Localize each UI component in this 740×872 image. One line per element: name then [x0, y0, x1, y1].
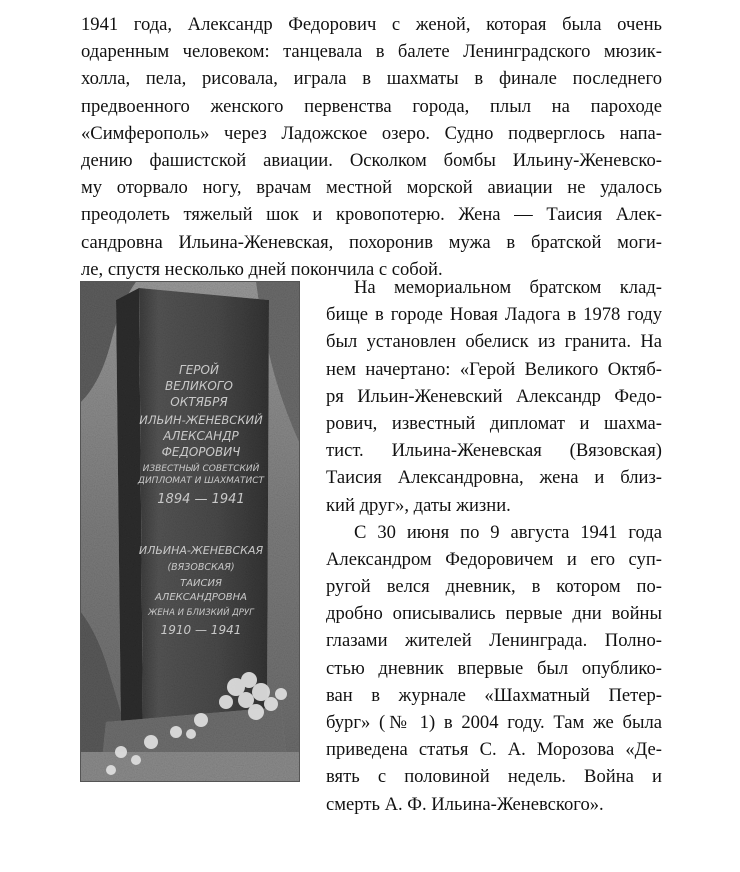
text-line: вять с половиной недель. Война и — [326, 766, 662, 788]
text-line: Александром Федоровичем и его суп- — [326, 548, 662, 570]
text-line: одаренным человеком: танцевала в балете Ленинградского мюзик- — [81, 41, 662, 63]
inscription-line: ВЕЛИКОГО — [165, 379, 233, 393]
text-line: стью дневник впервые был опублико- — [326, 657, 662, 679]
text-line: бище в городе Новая Ладога в 1978 году — [326, 304, 662, 326]
text-line: дробно описывались первые дни войны — [326, 603, 662, 625]
inscription-line: (ВЯЗОВСКАЯ) — [167, 562, 235, 573]
inscription-line: АЛЕКСАНДРОВНА — [154, 592, 248, 603]
text-line: рович, известный дипломат и шахма- — [326, 412, 662, 434]
text-line: сандровна Ильина-Женевская, похоронив мужа в братской моги- — [81, 231, 662, 253]
inscription-line: ЖЕНА И БЛИЗКИЙ ДРУГ — [148, 608, 254, 618]
text-line: ругой велся дневник, в котором по- — [326, 576, 662, 598]
text-line: ле, спустя несколько дней покончила с собой. — [81, 258, 443, 280]
inscription-line: 1894 — 1941 — [157, 492, 245, 507]
text-line: тист. Ильина-Женевская (Вязовская) — [326, 440, 662, 462]
inscription-line: АЛЕКСАНДР — [163, 429, 239, 443]
right-column — [326, 274, 662, 818]
inscription-line: ИЛЬИНА-ЖЕНЕВСКАЯ — [138, 544, 264, 557]
inscription-line: 1910 — 1941 — [160, 623, 242, 637]
inscription-line: ИЛЬИН-ЖЕНЕВСКИЙ — [139, 413, 263, 427]
text-line: глазами жителей Ленинграда. Полно- — [326, 630, 662, 652]
text-line: 1941 года, Александр Федорович с женой, которая была очень — [81, 14, 662, 35]
obelisk-photo-image — [81, 282, 299, 781]
inscription-line: ОКТЯБРЯ — [170, 395, 228, 409]
top-paragraph — [81, 11, 662, 283]
text-line: му оторвало ногу, врачам местной морской авиации не удалось — [81, 177, 662, 199]
text-line: холла, пела, рисовала, играла в шахматы в финале последнего — [81, 68, 662, 90]
text-line: смерть А. Ф. Ильина-Женевского». — [326, 793, 604, 815]
text-line: С 30 июня по 9 августа 1941 года — [354, 521, 662, 543]
text-line: ря Ильин-Женевский Александр Федо- — [326, 385, 662, 407]
text-line: преодолеть тяжелый шок и кровопотерю. Жена — Таисия Алек- — [81, 204, 662, 226]
text-line: был установлен обелиск из гранита. На — [326, 331, 662, 353]
inscription-line: ГЕРОЙ — [179, 363, 219, 377]
text-line: кий друг», даты жизни. — [326, 494, 511, 516]
obelisk-photo — [80, 281, 300, 782]
text-line: приведена статья С. А. Морозова «Де- — [326, 739, 662, 761]
inscription-line: ТАИСИЯ — [180, 578, 222, 589]
text-line: ван в журнале «Шахматный Петер- — [326, 684, 662, 706]
text-line: дению фашистской авиации. Осколком бомбы Ильину-Женевско- — [81, 149, 662, 171]
inscription-line: ДИПЛОМАТ И ШАХМАТИСТ — [137, 476, 265, 486]
text-line: Таисия Александровна, жена и близ- — [326, 467, 662, 489]
text-line: предвоенного женского первенства города, плыл на пароходе — [81, 95, 662, 117]
text-line: бург» (№ 1) в 2004 году. Там же была — [326, 712, 662, 733]
text-line: «Симферополь» через Ладожское озеро. Судно подверглось напа- — [81, 122, 662, 144]
inscription-line: ФЕДОРОВИЧ — [161, 445, 241, 459]
inscription-line: ИЗВЕСТНЫЙ СОВЕТСКИЙ — [142, 464, 260, 474]
text-line: нем начертано: «Герой Великого Октяб- — [326, 358, 662, 380]
text-line: На мемориальном братском клад- — [354, 277, 662, 298]
